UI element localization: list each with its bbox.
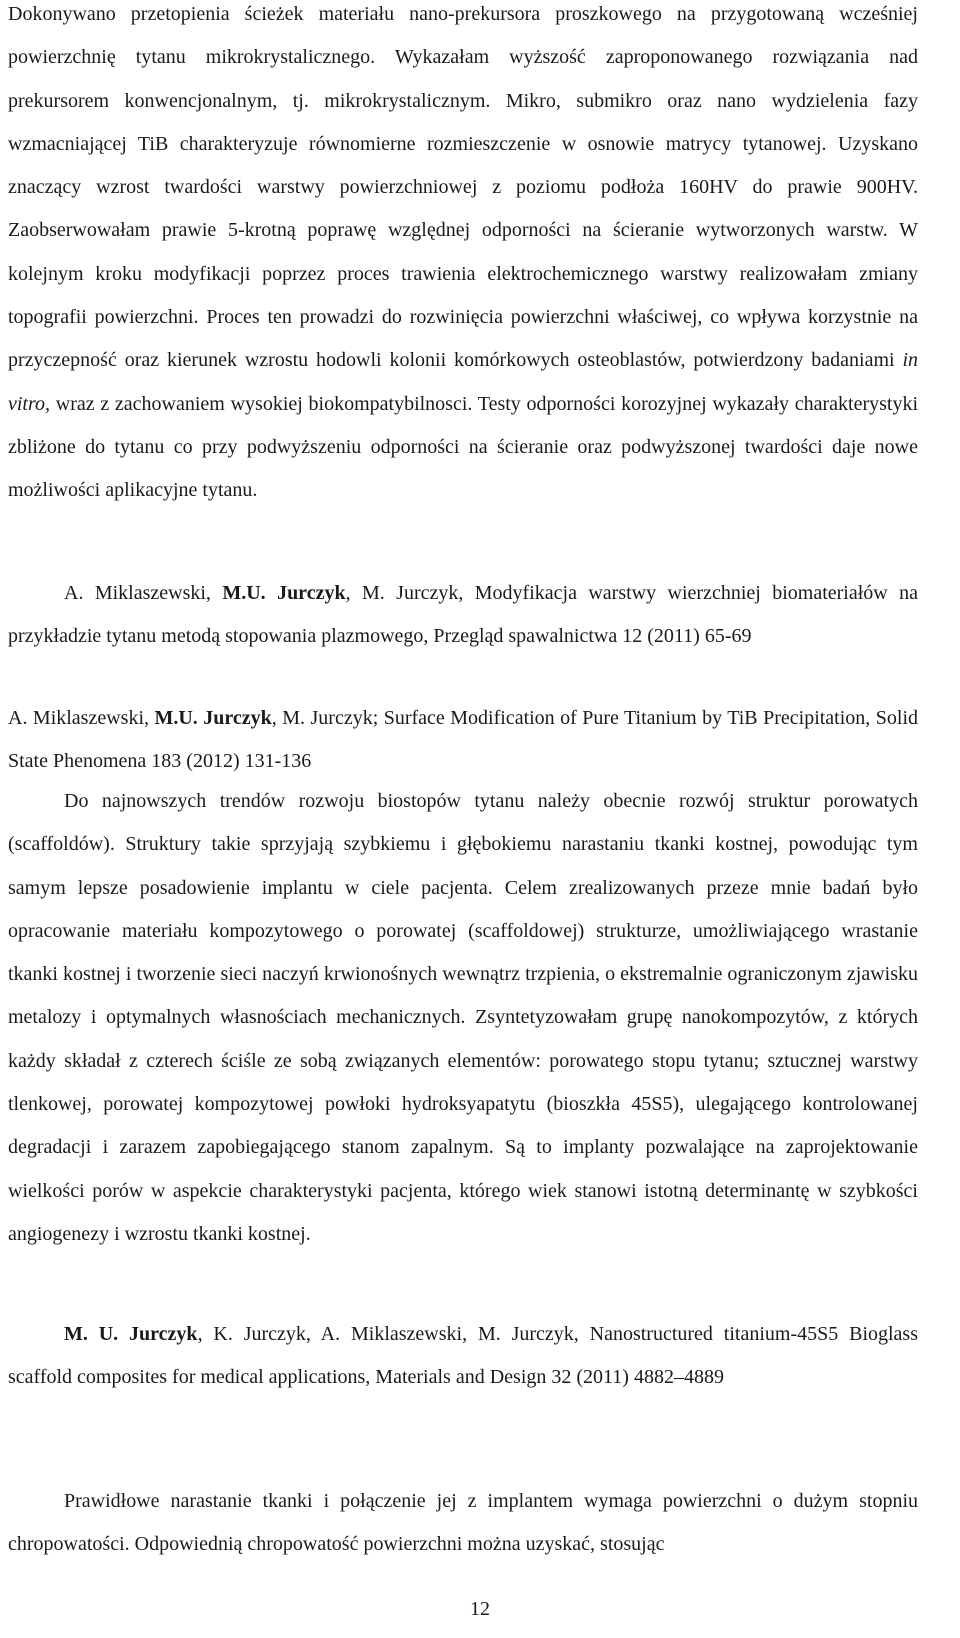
reference-author-bold: M.U. Jurczyk — [222, 582, 346, 604]
paragraph-laser-alloying — [8, 0, 918, 513]
reference-author-bold: M.U. Jurczyk — [154, 707, 272, 729]
reference-authors: A. Miklaszewski, — [64, 582, 223, 604]
reference-details: , M. Jurczyk, Modyfikacja warstwy wierzchniej biomateriałów na przykładzie tytanu metodą stopowania plazmowego, Przegląd spawalnictwa 12 (2011) 65-69 — [8, 582, 919, 648]
paragraph-text: Dokonywano przetopienia ścieżek materiału nano-prekursora proszkowego na przygotowaną wcześniej powierzchnię tytanu mikrokrystalicznego. Wykazałam wyższość zaproponowanego rozwiązania nad prekursorem konwencjonalnym, tj. mikrokrystalicznym. Mikro, submikro oraz nano wydzielenia fazy wzmacniającej TiB charakteryzuje równomierne rozmieszczenie w osnowie matrycy tytanowej. Uzyskano znaczący wzrost twardości warstwy powierzchniowej z poziomu podłoża 160HV do prawie 900HV. Zaobserwowałam prawie 5-krotną poprawę względnej odporności na ścieranie wytworzonych warstw. W kolejnym kroku modyfikacji poprzez proces trawienia elektrochemicznego warstwy realizowałam zmiany topografii powierzchni. Proces ten prowadzi do rozwinięcia powierzchni właściwej, co wpływa korzystnie na przyczepność oraz kierunek wzrostu hodowli kolonii komórkowych osteoblastów, potwierdzony badaniami — [8, 3, 918, 372]
paragraph-text: wraz z zachowaniem wysokiej biokompatybilnosci. Testy odporności korozyjnej wykazały charakterystyki zbliżone do tytanu co przy podwyższeniu odporności na ścieranie oraz podwyższonej twardości daje nowe możliwości aplikacyjne tytanu. — [8, 392, 918, 502]
paragraph-roughness: Prawidłowe narastanie tkanki i połączenie jej z implantem wymaga powierzchni o dużym stopniu chropowatości. Odpowiednią chropowatość powierzchni można uzyskać, stosując — [8, 1490, 918, 1556]
reference-author-bold: M. U. Jurczyk — [64, 1323, 198, 1345]
reference-1 — [8, 572, 918, 659]
reference-3 — [8, 1313, 918, 1400]
paragraph-scaffolds: Do najnowszych trendów rozwoju biostopów tytanu należy obecnie rozwój struktur porowatych (scaffoldów). Struktury takie sprzyjają szybkiemu i głębokiemu narastaniu tkanki kostnej, powodując tym samym lepsze posadowienie implantu w ciele pacjenta. Celem zrealizowanych przeze mnie badań było opracowanie materiału kompozytowego o porowatej (scaffoldowej) strukturze, umożliwiającego wrastanie tkanki kostnej i tworzenie sieci naczyń krwionośnych wewnątrz trzpienia, o ekstremalnie ograniczonym zjawisku metalozy i optymalnych własnościach mechanicznych. Zsyntetyzowałam grupę nanokompozytów, z których każdy składał z czterech ściśle ze sobą związanych elementów: porowatego stopu tytanu; sztucznej warstwy tlenkowej, porowatej kompozytowej powłoki hydroksyapatytu (bioszkła 45S5), ulegającego kontrolowanej degradacji i zarazem zapobiegającego stanom zapalnym. Są to implanty pozwalające na zaprojektowanie wielkości porów w aspekcie charakterystyki pacjenta, którego wiek stanowi istotną determinantę w szybkości angiogenezy i wzrostu tkanki kostnej. — [8, 790, 918, 1245]
reference-2 — [8, 697, 918, 784]
page-number: 12 — [470, 1598, 490, 1620]
reference-details: , K. Jurczyk, A. Miklaszewski, M. Jurczyk, Nanostructured titanium-45S5 Bioglass scaffold composites for medical applications, Materials and Design 32 (2011) 4882–4889 — [8, 1323, 918, 1389]
reference-authors: A. Miklaszewski, — [8, 707, 155, 729]
reference-details: , M. Jurczyk; Surface Modification of Pure Titanium by TiB Precipitation, Solid State Phenomena 183 (2012) 131-136 — [8, 707, 918, 773]
italic-term: in vitro, — [8, 349, 918, 415]
